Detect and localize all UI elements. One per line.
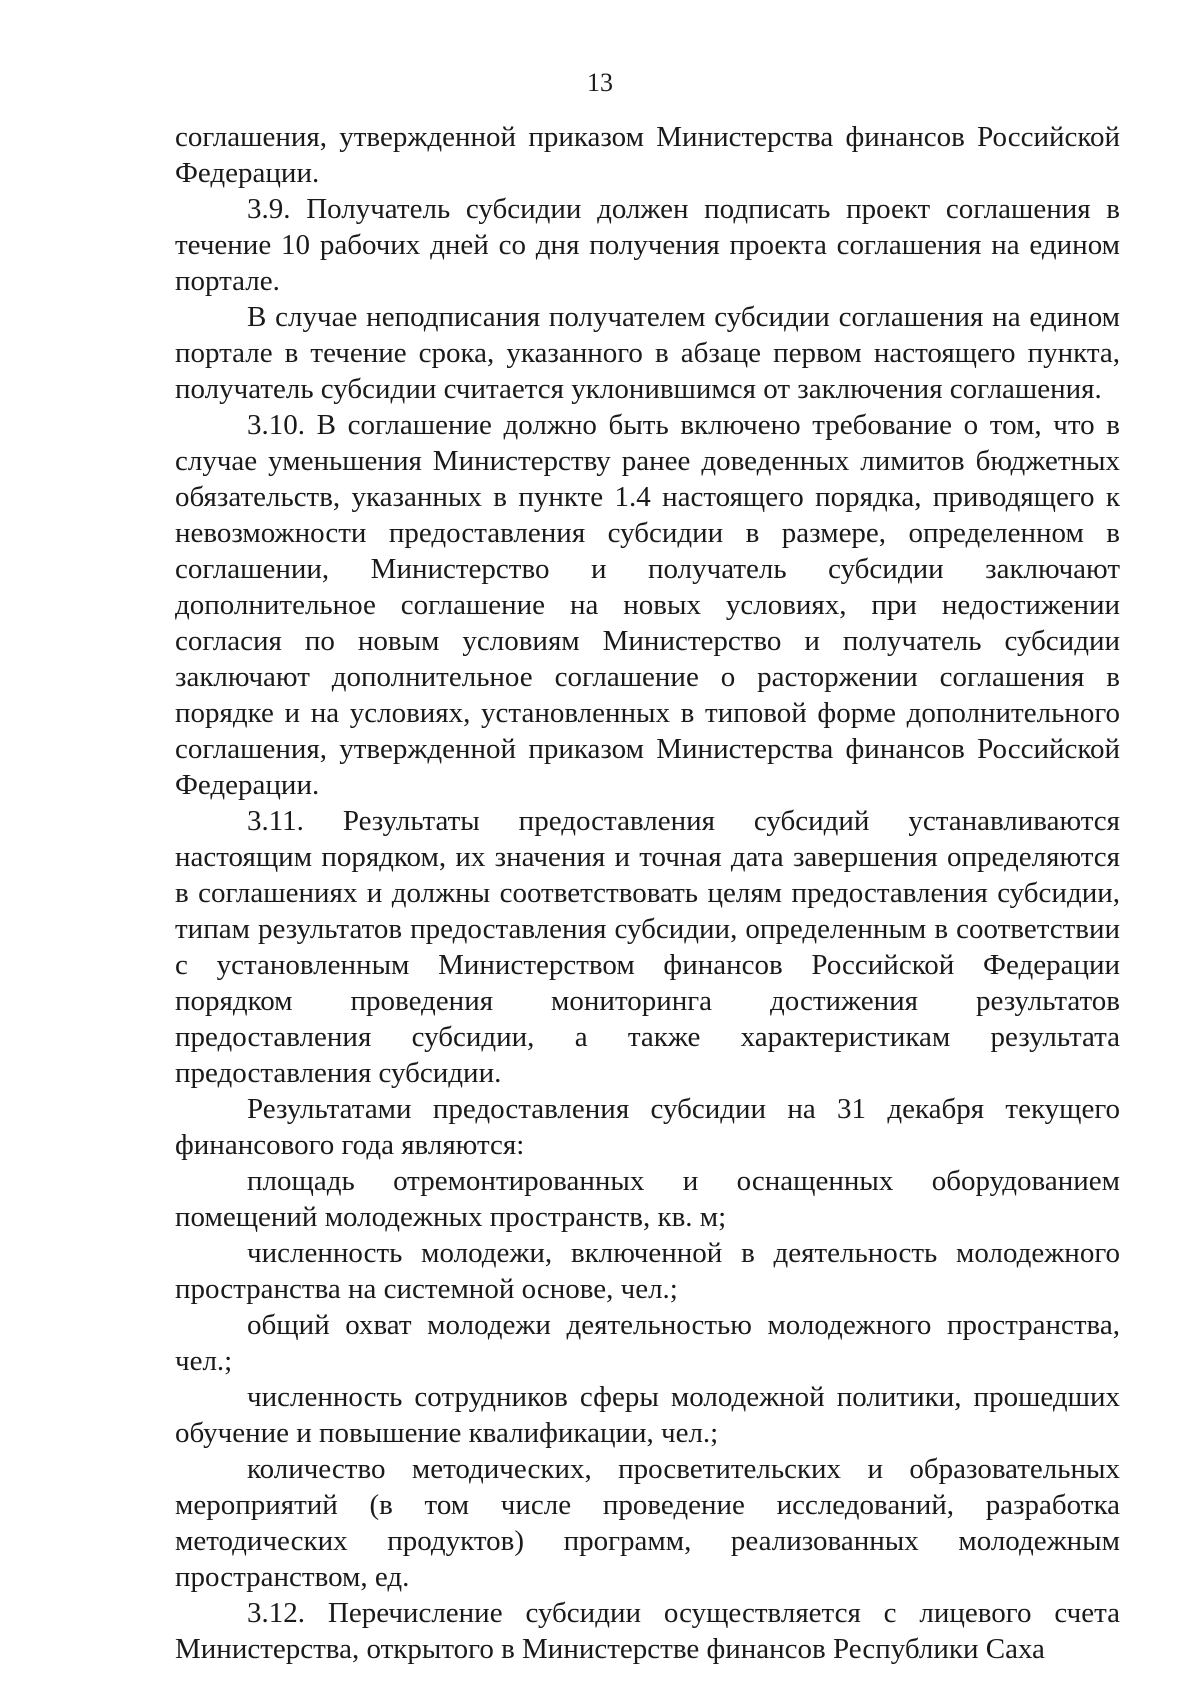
page-number: 13 [587,68,613,97]
result-item-youth-coverage: общий охват молодежи деятельностью молодежного пространства, чел.; [175,1309,1120,1377]
result-item-staff-training: численность сотрудников сферы молодежной политики, прошедших обучение и повышение квалификации, чел.; [175,1381,1120,1449]
result-item-area: площадь отремонтированных и оснащенных оборудованием помещений молодежных пространств, кв. м; [175,1165,1120,1233]
paragraph-results-intro: Результатами предоставления субсидии на 31 декабря текущего финансового года являются: [175,1093,1120,1161]
paragraph-continuation: соглашения, утвержденной приказом Министерства финансов Российской Федерации. [175,121,1120,189]
paragraph-3-10: 3.10. В соглашение должно быть включено требование о том, что в случае уменьшения Министерству ранее доведенных лимитов бюджетных обязательств, указанных в пункте 1.4 настоящего порядка, приводящего к невозможности предоставления субсидии в размере, определенном в соглашении, Министерство и получатель субсидии заключают дополнительное соглашение на новых условиях, при недостижении согласия по новым условиям Министерство и получатель субсидии заключают дополнительное соглашение о расторжении соглашения в порядке и на условиях, установленных в типовой форме дополнительного соглашения, утвержденной приказом Министерства финансов Российской Федерации. [175,409,1120,801]
paragraph-3-9: 3.9. Получатель субсидии должен подписать проект соглашения в течение 10 рабочих дней со дня получения проекта соглашения на едином портале. [175,193,1120,297]
result-item-youth-count: численность молодежи, включенной в деятельность молодежного пространства на системной основе, чел.; [175,1237,1120,1305]
paragraph-3-12: 3.12. Перечисление субсидии осуществляется с лицевого счета Министерства, открытого в Министерстве финансов Республики Саха [175,1597,1120,1665]
document-body [175,119,1120,1667]
result-item-events: количество методических, просветительских и образовательных мероприятий (в том числе проведение исследований, разработка методических продуктов) программ, реализованных молодежным пространством, ед. [175,1453,1120,1593]
paragraph-3-11: 3.11. Результаты предоставления субсидий устанавливаются настоящим порядком, их значения и точная дата завершения определяются в соглашениях и должны соответствовать целям предоставления субсидии, типам результатов предоставления субсидии, определенным в соответствии с установленным Министерством финансов Российской Федерации порядком проведения мониторинга достижения результатов предоставления субсидии, а также характеристикам результата предоставления субсидии. [175,805,1120,1089]
paragraph-3-9-unsigned: В случае неподписания получателем субсидии соглашения на едином портале в течение срока, указанного в абзаце первом настоящего пункта, получатель субсидии считается уклонившимся от заключения соглашения. [175,301,1120,405]
